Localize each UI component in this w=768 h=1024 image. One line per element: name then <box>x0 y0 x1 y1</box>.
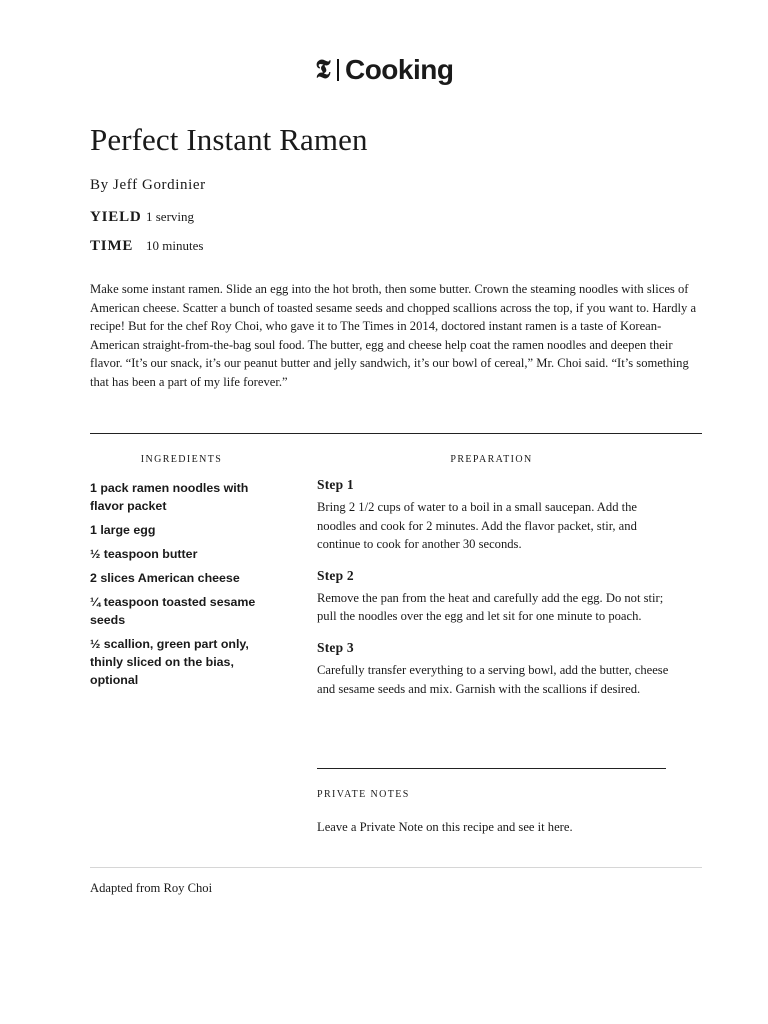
step-text: Carefully transfer everything to a serving bowl, add the butter, cheese and sesame seeds and mix. Garnish with the scallions if desired. <box>317 662 669 696</box>
time-row <box>90 238 203 255</box>
footer-divider <box>90 867 702 868</box>
ingredient-item: 2 slices American cheese <box>90 571 240 585</box>
ingredients-list <box>90 479 280 695</box>
private-notes-heading: PRIVATE NOTES <box>317 789 410 800</box>
step-2 <box>317 568 669 626</box>
logo-brand-text: Cooking <box>344 54 454 85</box>
step-1 <box>317 477 669 554</box>
step-label: Step 2 <box>317 567 354 583</box>
recipe-title: Perfect Instant Ramen <box>90 122 368 157</box>
adapted-from: Adapted from Roy Choi <box>90 881 213 895</box>
ingredient-item: 1 large egg <box>90 523 156 537</box>
private-notes-text: Leave a Private Note on this recipe and see it here. <box>317 820 573 834</box>
ingredient-item: 1 pack ramen noodles with flavor packet <box>90 481 249 513</box>
nyt-cooking-logo <box>0 56 768 84</box>
logo-divider <box>337 59 339 81</box>
yield-value: 1 serving <box>146 209 195 224</box>
time-label: TIME <box>90 238 134 254</box>
section-divider <box>90 433 702 434</box>
step-3 <box>317 640 669 698</box>
yield-row <box>90 209 194 226</box>
yield-label: YIELD <box>90 209 142 225</box>
recipe-intro: Make some instant ramen. Slide an egg into the hot broth, then some butter. Crown the steaming noodles with slices of American cheese. Scatter a bunch of toasted sesame seeds and chopped scallions across the top, if you want to. Hardly a recipe! But for the chef Roy Choi, who gave it to The Times in 2014, doctored instant ramen is a taste of Korean-American straight-from-the-bag soul food. The butter, egg and cheese help coat the ramen noodles and deepen their flavor. “It’s our snack, it’s our peanut butter and jelly sandwich, it’s our bowl of cereal,” Mr. Choi said. “It’s something that has been a part of my life forever.” <box>90 282 697 389</box>
time-value: 10 minutes <box>146 238 204 253</box>
ingredient-item: ½ teaspoon butter <box>90 547 198 561</box>
ingredient-item: ½ scallion, green part only, thinly sliced on the bias, optional <box>90 637 249 687</box>
recipe-byline: By Jeff Gordinier <box>90 177 206 193</box>
step-label: Step 1 <box>317 477 354 492</box>
ingredients-heading: INGREDIENTS <box>140 454 223 465</box>
notes-divider <box>317 768 666 769</box>
step-text: Remove the pan from the heat and carefully add the egg. Do not stir; pull the noodles over the egg and let sit for one minute to poach. <box>317 590 664 624</box>
nyt-t-logo-icon: 𝕿 <box>314 55 331 85</box>
preparation-heading: PREPARATION <box>450 454 533 465</box>
ingredient-item: ¼ teaspoon toasted sesame seeds <box>90 595 256 627</box>
preparation-steps <box>317 477 669 712</box>
step-label: Step 3 <box>317 639 354 655</box>
step-text: Bring 2 1/2 cups of water to a boil in a small saucepan. Add the noodles and cook for 2 minutes. Add the flavor packet, stir, and continue to cook for another 30 seconds. <box>317 500 638 552</box>
